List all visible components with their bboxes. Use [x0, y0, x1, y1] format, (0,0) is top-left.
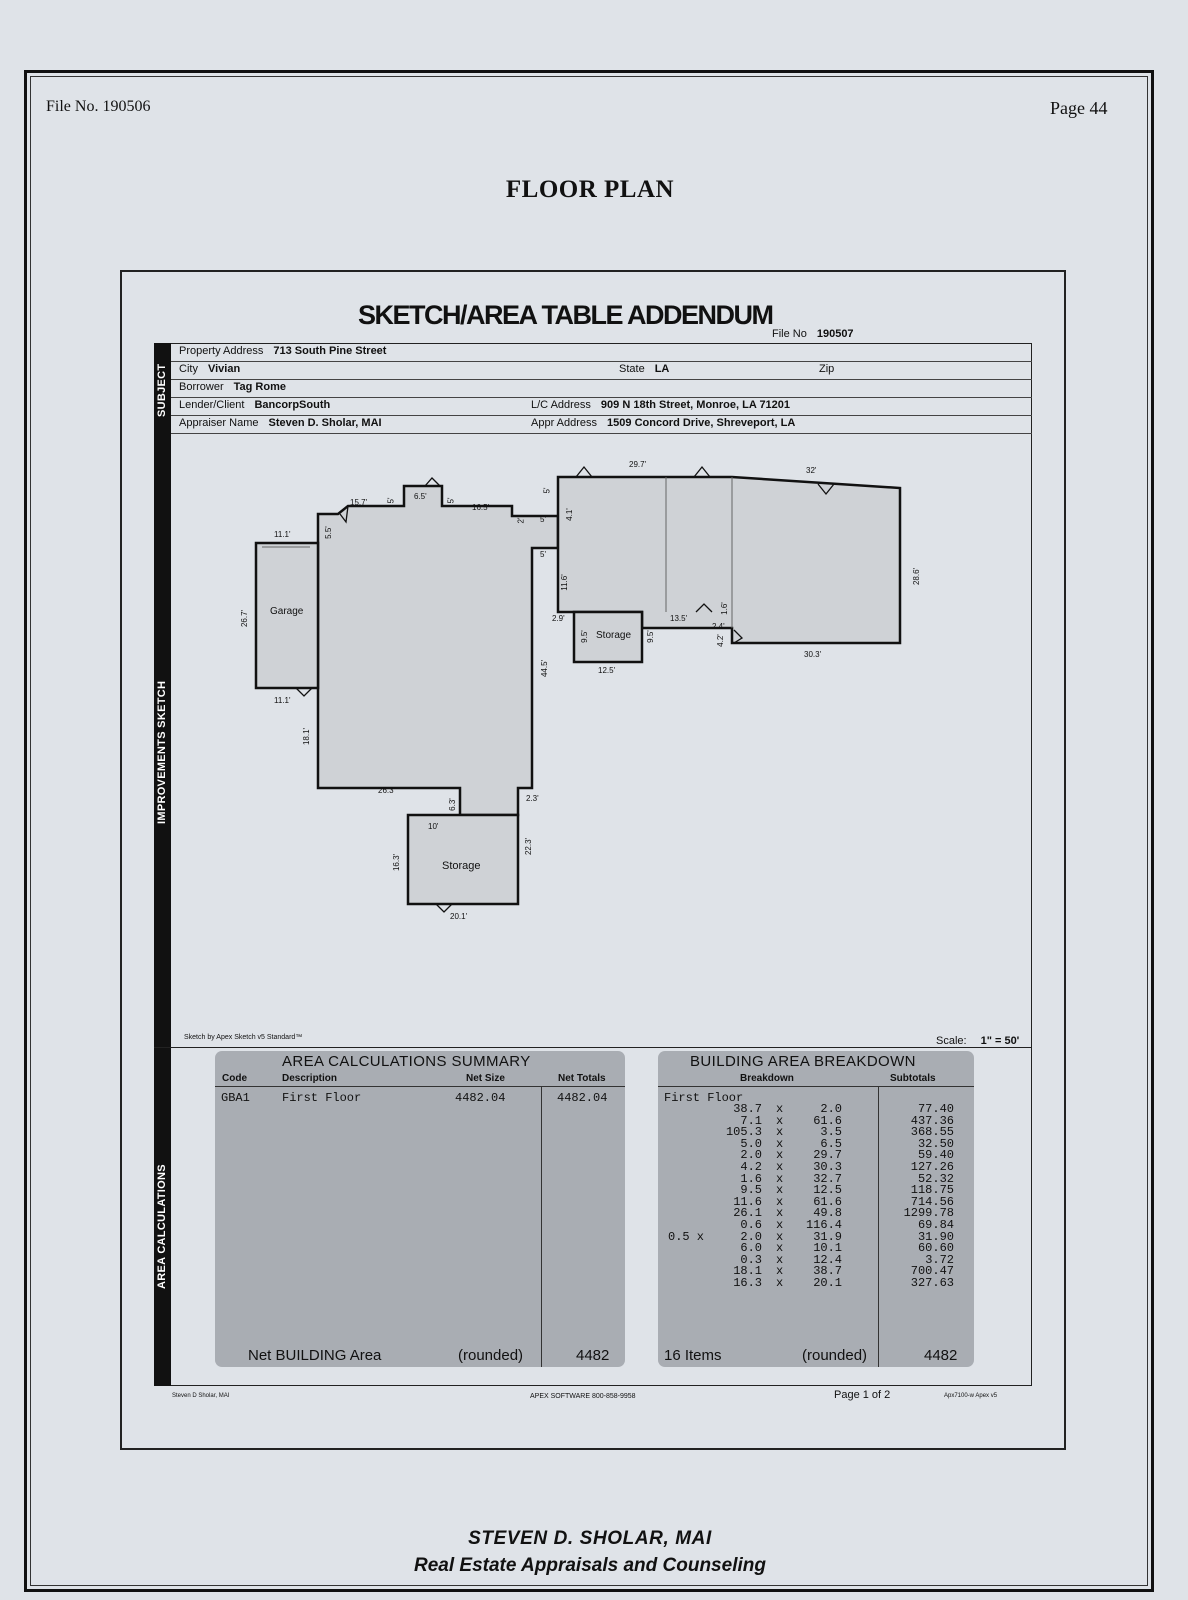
- state-value: LA: [654, 363, 670, 375]
- summary-row-code: GBA1: [221, 1091, 250, 1105]
- dimension-label: 11.1': [274, 530, 291, 539]
- dimension-label: 16.3': [392, 853, 402, 872]
- dimension-label: 11.6': [559, 574, 569, 591]
- dimension-label: 26.7': [240, 609, 250, 628]
- dimension-label: 1.6': [719, 602, 729, 615]
- breakdown-footer-value: 4482: [924, 1347, 958, 1364]
- appraiser-value: Steven D. Sholar, MAI: [268, 417, 382, 429]
- main-building-outline: [318, 486, 558, 815]
- dimension-label: 15.7': [350, 498, 368, 507]
- lc-address-value: 909 N 18th Street, Monroe, LA 71201: [600, 399, 791, 411]
- lc-address-label: L/C Address: [531, 399, 591, 411]
- summary-column-divider: [541, 1087, 542, 1367]
- calculations-separator: [154, 1047, 1032, 1048]
- calculations-section-label: AREA CALCULATIONS: [156, 1164, 168, 1289]
- dimension-label: 2': [516, 517, 526, 524]
- city-label: City: [179, 363, 198, 375]
- breakdown-column-divider: [878, 1087, 879, 1367]
- sketch-section-label: IMPROVEMENTS SKETCH: [156, 680, 168, 824]
- dimension-label: 28.6': [912, 567, 922, 586]
- signature-subtitle: Real Estate Appraisals and Counseling: [414, 1555, 766, 1576]
- breakdown-footer-items: 16 Items: [664, 1347, 722, 1364]
- dimension-label: 11.1': [274, 696, 291, 705]
- breakdown-footer-rounded: (rounded): [802, 1347, 868, 1364]
- form-footer-right: Apx7100-w Apex v5: [944, 1393, 998, 1399]
- city-value: Vivian: [207, 363, 241, 375]
- dimension-label: 5': [540, 550, 546, 559]
- borrower-label: Borrower: [179, 381, 224, 393]
- breakdown-header-rule: [658, 1086, 974, 1087]
- breakdown-section-label: First Floor: [664, 1091, 744, 1105]
- borrower-value: Tag Rome: [233, 381, 286, 393]
- appr-address-label: Appr Address: [531, 417, 598, 429]
- subject-section-label: SUBJECT: [156, 363, 168, 417]
- dimension-label: 2.3': [526, 794, 539, 803]
- dimension-label: 20.1': [450, 912, 468, 921]
- dimension-label: 6.5': [414, 492, 427, 501]
- zip-label: Zip: [819, 363, 835, 375]
- dimension-label: 5': [386, 497, 396, 504]
- dimension-label: 18.1': [302, 727, 312, 746]
- dimension-label: 2.9': [552, 614, 565, 623]
- dimension-label: 44.5': [540, 659, 550, 678]
- summary-header-rule: [215, 1086, 625, 1087]
- dimension-label: 12.5': [598, 666, 616, 675]
- dimension-label: 32': [806, 466, 817, 475]
- addendum-title: SKETCH/AREA TABLE ADDENDUM: [358, 300, 773, 330]
- page-title: FLOOR PLAN: [505, 176, 675, 203]
- sketch-scale: [936, 1035, 1019, 1047]
- summary-footer-rounded: (rounded): [458, 1347, 524, 1364]
- signature-name: STEVEN D. SHOLAR, MAI: [468, 1528, 712, 1549]
- dimension-label: 29.7': [629, 460, 647, 469]
- door-mark: [694, 467, 710, 477]
- property-address-value: 713 South Pine Street: [273, 345, 387, 357]
- appr-address-value: 1509 Concord Drive, Shreveport, LA: [607, 417, 796, 429]
- summary-row-net-size: 4482.04: [455, 1091, 506, 1105]
- form-file-label: File No: [772, 328, 807, 340]
- form-footer-left: Steven D Sholar, MAI: [172, 1393, 230, 1399]
- scale-value: 1" = 50': [980, 1035, 1020, 1047]
- dimension-label: 4.2': [715, 634, 725, 647]
- appraiser-label: Appraiser Name: [179, 417, 259, 429]
- summary-title: AREA CALCULATIONS SUMMARY: [282, 1053, 531, 1070]
- breakdown-header-breakdown: Breakdown: [740, 1073, 794, 1084]
- dimension-label: 13.5': [670, 614, 688, 623]
- breakdown-header-subtotals: Subtotals: [890, 1073, 936, 1084]
- summary-row-net-total: 4482.04: [557, 1091, 608, 1105]
- sketch-credit: Sketch by Apex Sketch v5 Standard™: [184, 1034, 303, 1041]
- dimension-label: 5': [542, 487, 552, 494]
- dimension-label: 5': [446, 497, 456, 504]
- dimension-label: 26.3': [378, 786, 396, 795]
- property-address-label: Property Address: [179, 345, 264, 357]
- summary-header-description: Description: [282, 1073, 338, 1084]
- dimension-label: 9.5': [579, 630, 589, 643]
- lender-label: Lender/Client: [179, 399, 245, 411]
- form-footer-center: APEX SOFTWARE 800-858-9958: [530, 1393, 636, 1400]
- dimension-label: 10': [428, 822, 439, 831]
- dimension-label: 2.4': [712, 622, 725, 631]
- page-file-number: File No. 190506: [46, 98, 151, 115]
- form-footer-page: Page 1 of 2: [834, 1389, 891, 1401]
- dimension-label: 5.5': [323, 526, 333, 539]
- dimension-label: 22.3': [524, 837, 534, 856]
- dimension-label: 6.3': [447, 798, 457, 811]
- door-mark: [576, 467, 592, 477]
- room-label-storage-bottom: Storage: [442, 860, 481, 872]
- dimension-label: 5': [540, 515, 546, 524]
- room-label-garage: Garage: [270, 606, 304, 617]
- dimension-label: 4.1': [564, 508, 574, 521]
- dimension-label: 30.3': [804, 650, 822, 659]
- breakdown-title: BUILDING AREA BREAKDOWN: [690, 1053, 916, 1070]
- summary-footer-value: 4482: [576, 1347, 610, 1364]
- lender-value: BancorpSouth: [254, 399, 331, 411]
- dimension-label: 9.5': [645, 630, 655, 643]
- form-file-value: 190507: [816, 328, 854, 340]
- summary-header-net-size: Net Size: [466, 1073, 505, 1084]
- summary-header-code: Code: [222, 1073, 247, 1084]
- summary-footer-label: Net BUILDING Area: [248, 1347, 382, 1364]
- summary-header-net-totals: Net Totals: [558, 1073, 606, 1084]
- page-number: Page 44: [1050, 98, 1108, 118]
- dimension-label: 16.5': [472, 503, 490, 512]
- state-label: State: [619, 363, 645, 375]
- room-label-storage-right: Storage: [596, 630, 632, 641]
- scale-label: Scale:: [936, 1035, 967, 1047]
- summary-row-description: First Floor: [282, 1091, 362, 1105]
